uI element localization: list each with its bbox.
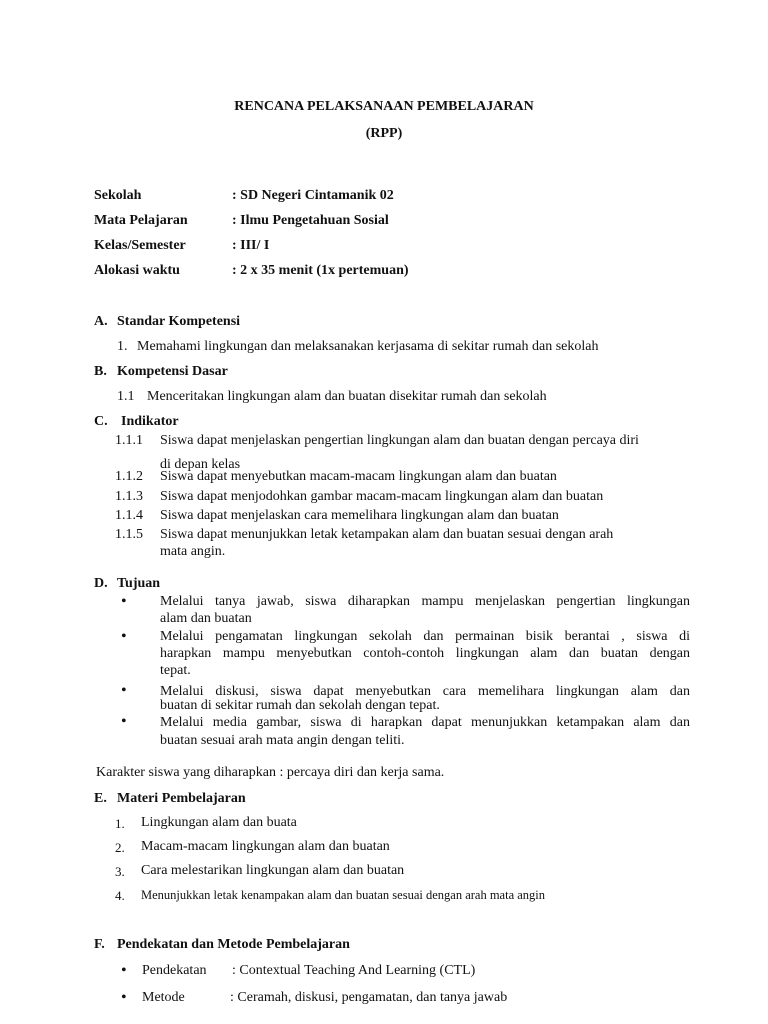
- goal-text: Melalui media gambar, siswa di harapkan dapat menunjukkan ketampakan alam dan: [160, 715, 690, 730]
- indicator-number: 1.1.1: [115, 433, 143, 448]
- approach-value: : Contextual Teaching And Learning (CTL): [232, 963, 476, 978]
- character-statement: Karakter siswa yang diharapkan : percaya diri dan kerja sama.: [96, 765, 445, 780]
- bullet-icon: •: [121, 713, 127, 730]
- section-b-letter: B.: [94, 364, 107, 379]
- goal-text: Melalui tanya jawab, siswa diharapkan mampu menjelaskan pengertian lingkungan: [160, 594, 690, 609]
- section-e-title: Materi Pembelajaran: [117, 791, 246, 806]
- material-text: Menunjukkan letak kenampakan alam dan buatan sesuai dengan arah mata angin: [141, 888, 546, 902]
- section-f-letter: F.: [94, 937, 105, 952]
- method-value: : Ceramah, diskusi, pengamatan, dan tanya jawab: [230, 990, 508, 1005]
- info-label-mata-pelajaran: Mata Pelajaran: [94, 213, 188, 228]
- section-b-item-text: Menceritakan lingkungan alam dan buatan disekitar rumah dan sekolah: [147, 389, 547, 404]
- indicator-text-continued: mata angin.: [160, 544, 226, 559]
- info-label-alokasi-waktu: Alokasi waktu: [94, 263, 180, 278]
- indicator-text: Siswa dapat menjodohkan gambar macam-macam lingkungan alam dan buatan: [160, 489, 604, 504]
- goal-text-continued: tepat.: [160, 663, 191, 678]
- info-value-kelas-semester: : III/ I: [232, 238, 270, 253]
- document-title: RENCANA PELAKSANAAN PEMBELAJARAN: [234, 99, 534, 114]
- bullet-icon: •: [121, 682, 127, 699]
- info-value-sekolah: : SD Negeri Cintamanik 02: [232, 188, 394, 203]
- method-label: Metode: [142, 990, 185, 1005]
- goal-text-continued: alam dan buatan: [160, 611, 252, 626]
- indicator-number: 1.1.5: [115, 527, 143, 542]
- info-label-sekolah: Sekolah: [94, 188, 142, 203]
- section-d-letter: D.: [94, 576, 108, 591]
- approach-label: Pendekatan: [142, 963, 207, 978]
- material-text: Macam-macam lingkungan alam dan buatan: [141, 839, 390, 854]
- indicator-number: 1.1.3: [115, 489, 143, 504]
- bullet-icon: •: [121, 593, 127, 610]
- info-value-mata-pelajaran: : Ilmu Pengetahuan Sosial: [232, 213, 389, 228]
- material-number: 4.: [115, 888, 125, 903]
- goal-text: Melalui pengamatan lingkungan sekolah dan permainan bisik berantai , siswa di: [160, 629, 690, 644]
- section-f-title: Pendekatan dan Metode Pembelajaran: [117, 937, 350, 952]
- section-b-title: Kompetensi Dasar: [117, 364, 228, 379]
- indicator-text: Siswa dapat menjelaskan pengertian lingkungan alam dan buatan dengan percaya diri: [160, 433, 639, 448]
- section-c-title: Indikator: [121, 414, 179, 429]
- section-a-title: Standar Kompetensi: [117, 314, 241, 329]
- bullet-icon: •: [121, 962, 127, 979]
- indicator-number: 1.1.2: [115, 469, 143, 484]
- goal-text-continued: harapkan mampu menyebutkan contoh-contoh lingkungan alam dan buatan dengan: [160, 646, 690, 661]
- material-text: Lingkungan alam dan buata: [141, 815, 297, 830]
- section-e-letter: E.: [94, 791, 107, 806]
- material-number: 2.: [115, 840, 125, 855]
- indicator-text: Siswa dapat menunjukkan letak ketampakan alam dan buatan sesuai dengan arah: [160, 527, 614, 542]
- material-number: 3.: [115, 864, 125, 879]
- section-b-item-number: 1.1: [117, 389, 135, 404]
- info-value-alokasi-waktu: : 2 x 35 menit (1x pertemuan): [232, 263, 409, 278]
- material-number: 1.: [115, 816, 125, 831]
- indicator-text: Siswa dapat menjelaskan cara memelihara lingkungan alam dan buatan: [160, 508, 559, 523]
- material-text: Cara melestarikan lingkungan alam dan buatan: [141, 863, 405, 878]
- goal-text: Melalui diskusi, siswa dapat menyebutkan cara memelihara lingkungan alam dan: [160, 684, 690, 699]
- indicator-text-continued: di depan kelas: [160, 457, 241, 472]
- section-c-letter: C.: [94, 414, 108, 429]
- info-label-kelas-semester: Kelas/Semester: [94, 238, 186, 253]
- goal-text-continued: buatan di sekitar rumah dan sekolah dengan tepat.: [160, 698, 440, 713]
- indicator-number: 1.1.4: [115, 508, 143, 523]
- goal-text-continued: buatan sesuai arah mata angin dengan teliti.: [160, 733, 405, 748]
- bullet-icon: •: [121, 628, 127, 645]
- indicator-text: Siswa dapat menyebutkan macam-macam lingkungan alam dan buatan: [160, 469, 557, 484]
- section-a-item-text: Memahami lingkungan dan melaksanakan kerjasama di sekitar rumah dan sekolah: [137, 339, 599, 354]
- section-a-item-number: 1.: [117, 339, 128, 354]
- section-a-letter: A.: [94, 314, 108, 329]
- bullet-icon: •: [121, 989, 127, 1006]
- section-d-title: Tujuan: [117, 576, 161, 591]
- document-subtitle: (RPP): [365, 126, 403, 141]
